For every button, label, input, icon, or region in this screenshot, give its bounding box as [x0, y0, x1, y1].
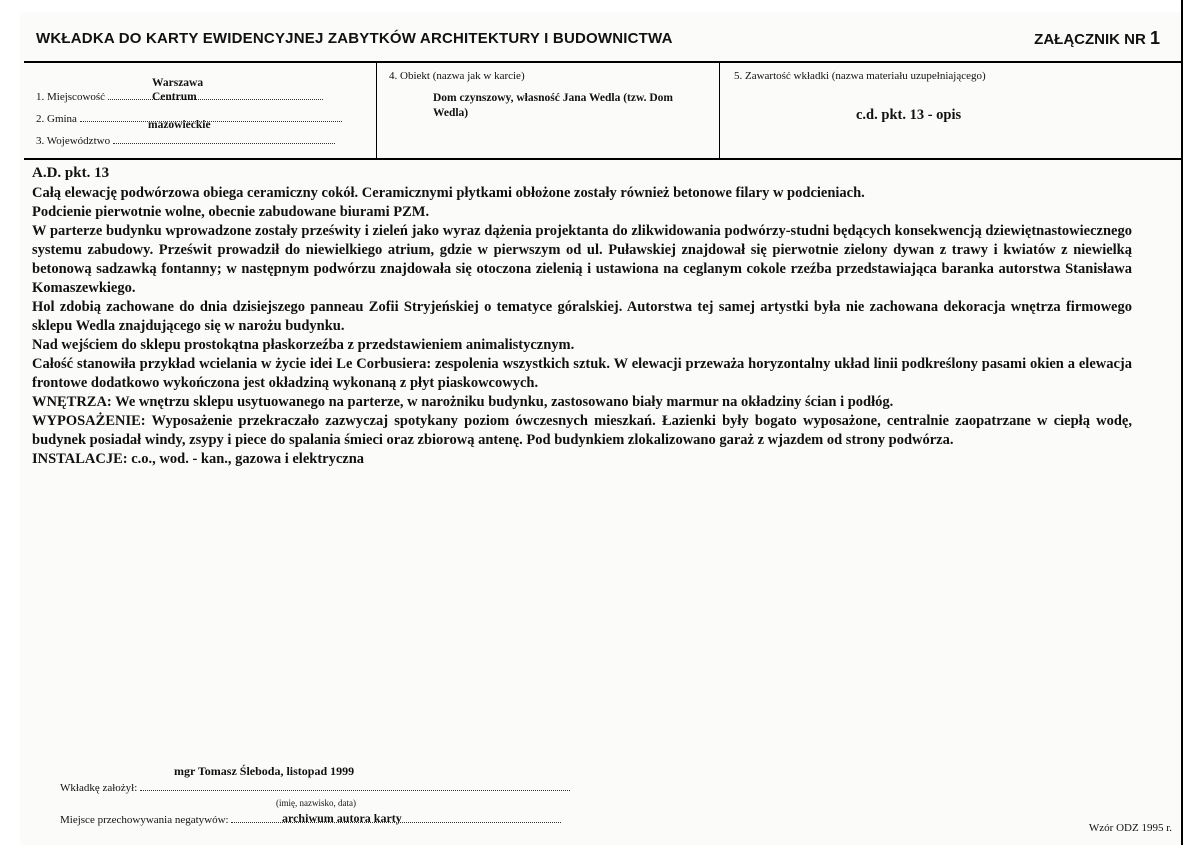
paragraph: Nad wejściem do sklepu prostokątna płaskorzeźba z przedstawieniem animalistycznym. [32, 337, 575, 353]
commune-label-text: 2. Gmina [36, 113, 77, 125]
header-fields-row [24, 61, 1188, 160]
location-box [24, 63, 376, 158]
author-note: (imię, nazwisko, data) [276, 798, 356, 808]
document-page [20, 12, 1188, 845]
object-value: Dom czynszowy, własność Jana Wedla (tzw. Dom Wedla) [433, 92, 674, 119]
scan-edge [1181, 0, 1193, 845]
object-box [376, 63, 719, 158]
contents-value: c.d. pkt. 13 - opis [856, 107, 962, 123]
voivodeship-label [36, 135, 335, 147]
commune-dots [80, 121, 342, 122]
place-value: Warszawa [152, 77, 204, 89]
storage-label-text: Miejsce przechowywania negatywów: [60, 814, 229, 826]
paragraph: WNĘTRZA: We wnętrzu sklepu usytuowanego na parterze, w narożniku budynku, zastosowano biały marmur na okładziny ścian i podłóg. [32, 394, 894, 410]
place-dots [108, 99, 323, 100]
storage-value: archiwum autora karty [282, 811, 402, 825]
author-dots [140, 790, 570, 791]
paragraph: Całość stanowiła przykład wcielania w życie idei Le Corbusiera: zespolenia wszystkich sztuk. W elewacji przeważa horyzontalny układ linii podkreślony pasami okien a elewacja frontowe dodatkowo wykończona jest okładziną wykonaną z płyt piaskowcowych. [32, 356, 1132, 391]
object-label: 4. Obiekt (nazwa jak w karcie) [389, 70, 525, 82]
author-value: mgr Tomasz Śleboda, listopad 1999 [174, 764, 355, 778]
attachment-label-text: ZAŁĄCZNIK NR [1034, 31, 1146, 48]
paragraph: Podcienie pierwotnie wolne, obecnie zabudowane biurami PZM. [32, 204, 430, 220]
author-label [60, 782, 570, 794]
form-code: Wzór ODZ 1995 r. [1088, 822, 1172, 834]
attachment-number: 1 [1149, 28, 1160, 48]
contents-box [719, 63, 1188, 158]
voivodeship-label-text: 3. Województwo [36, 135, 111, 147]
attachment-label [1034, 28, 1160, 49]
author-label-text: Wkładkę założył: [60, 782, 138, 794]
paragraph: INSTALACJE: c.o., wod. - kan., gazowa i elektryczna [32, 451, 365, 467]
paragraph: W parterze budynku wprowadzone zostały prześwity i zieleń jako wyraz dążenia projektanta do zlikwidowania podwórzy-studni będących konsekwencją dziewiętnastowiecznego systemu zabudowy. Prześwit prowadził do niewielkiego atrium, gdzie w pierwszym od ul. Puławskiej znajdował się pierwotnie zielony dywan z trawy i kwiatów z niewielką betonową sadzawką fontanny; w następnym podwórzu znajdowała się otoczona zielenią i ustawiona na ceglanym cokole rzeźba przedstawiająca baranka autorstwa Stanisława Komaszewkiego. [32, 223, 1132, 296]
voivodeship-dots [113, 143, 335, 144]
paragraph: Hol zdobią zachowane do dnia dzisiejszego panneau Zofii Stryjeńskiej o tematyce góralskiej. Autorstwa tej samej artystki była nie zachowana dekoracja wnętrza firmowego sklepu Wedla znajdującego się w narożu budynku. [32, 299, 1132, 334]
paragraph: WYPOSAŻENIE: Wyposażenie przekraczało zazwyczaj spotykany poziom ówczesnych mieszkań. Łazienki były bogato wyposażone, centralnie zaopatrzane w ciepłą wodę, budynek posiadał windy, zsypy i piece do spalania śmieci oraz zbiorową antenę. Pod budynkiem zlokalizowano garaż z wjazdem od strony podwórza. [32, 413, 1132, 448]
paragraph: Całą elewację podwórzowa obiega ceramiczny cokół. Ceramicznymi płytkami obłożone zostały również betonowe filary w podcieniach. [32, 185, 865, 201]
district-value: Centrum [152, 91, 197, 103]
section-heading: A.D. pkt. 13 [32, 165, 110, 181]
contents-label: 5. Zawartość wkładki (nazwa materiału uzupełniającego) [734, 70, 986, 82]
form-title: WKŁADKA DO KARTY EWIDENCYJNEJ ZABYTKÓW ARCHITEKTURY I BUDOWNICTWA [36, 30, 673, 47]
voivodeship-value: mazowieckie [148, 119, 211, 131]
place-label-text: 1. Miejscowość [36, 91, 106, 103]
description-body [32, 184, 1132, 469]
